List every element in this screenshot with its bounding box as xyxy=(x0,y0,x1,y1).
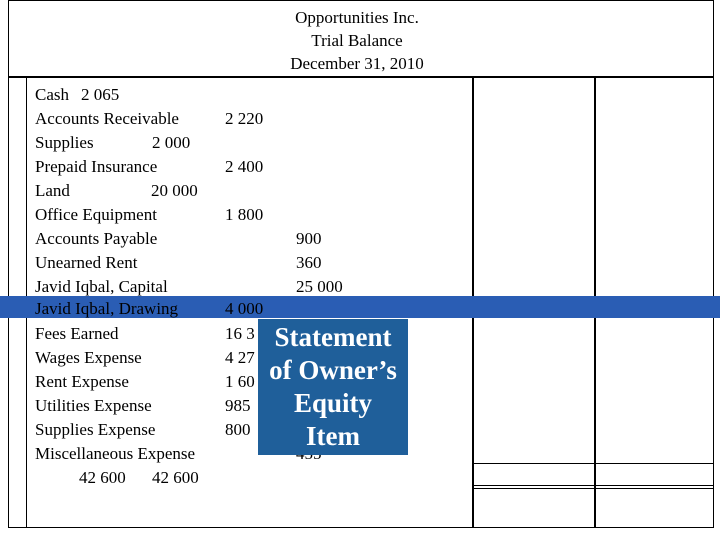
account-name: Land xyxy=(35,181,70,200)
debit-amount: 2 220 xyxy=(225,109,264,128)
account-name: Miscellaneous Expense xyxy=(35,444,196,463)
account-name: Accounts Receivable xyxy=(35,109,179,128)
credit-amount: 360 xyxy=(296,253,322,272)
company-name: Opportunities Inc. xyxy=(295,8,419,27)
callout-line-1: Statement xyxy=(274,322,392,352)
account-name: Supplies Expense xyxy=(35,420,156,439)
bottom-border xyxy=(8,527,714,528)
credit-amount: 25 000 xyxy=(296,277,343,296)
account-name: Unearned Rent xyxy=(35,253,138,272)
total-debit: 42 600 xyxy=(79,468,126,487)
debit-amount: 20 000 xyxy=(151,181,198,200)
right-border xyxy=(713,0,714,528)
debit-amount: 1 800 xyxy=(225,205,264,224)
account-name: Cash xyxy=(35,85,69,104)
account-name: Office Equipment xyxy=(35,205,157,224)
statement-of-owners-equity-callout xyxy=(258,319,408,455)
debit-amount: 985 xyxy=(225,396,251,415)
double-rule-credit-1 xyxy=(596,485,713,486)
double-rule-credit-2 xyxy=(596,488,713,489)
top-border xyxy=(8,0,714,1)
debit-amount: 16 3 xyxy=(225,324,255,343)
statement-date: December 31, 2010 xyxy=(290,54,424,73)
debit-amount: 1 60 xyxy=(225,372,255,391)
debit-amount: 4 27 xyxy=(225,348,255,367)
debit-amount: 2 065 xyxy=(81,85,120,104)
account-name: Rent Expense xyxy=(35,372,129,391)
account-name: Supplies xyxy=(35,133,94,152)
account-name: Fees Earned xyxy=(35,324,119,343)
callout-line-4: Item xyxy=(306,421,360,451)
account-name: Accounts Payable xyxy=(35,229,158,248)
credit-amount: 900 xyxy=(296,229,322,248)
account-name: Javid Iqbal, Drawing xyxy=(35,299,179,318)
total-rule-debit xyxy=(474,463,594,464)
debit-amount: 2 400 xyxy=(225,157,264,176)
account-name: Utilities Expense xyxy=(35,396,152,415)
account-name: Prepaid Insurance xyxy=(35,157,158,176)
left-border xyxy=(8,0,9,528)
callout-line-3: Equity xyxy=(293,388,373,418)
debit-amount: 800 xyxy=(225,420,251,439)
header-bottom-border xyxy=(8,76,714,78)
account-name: Javid Iqbal, Capital xyxy=(35,277,168,296)
total-rule-credit xyxy=(596,463,713,464)
double-rule-debit-2 xyxy=(474,488,594,489)
statement-title: Trial Balance xyxy=(311,31,403,50)
account-name: Wages Expense xyxy=(35,348,142,367)
double-rule-debit-1 xyxy=(474,485,594,486)
total-credit: 42 600 xyxy=(152,468,199,487)
debit-amount: 2 000 xyxy=(152,133,191,152)
callout-line-2: of Owner’s xyxy=(269,355,397,385)
debit-amount: 4 000 xyxy=(225,299,264,318)
